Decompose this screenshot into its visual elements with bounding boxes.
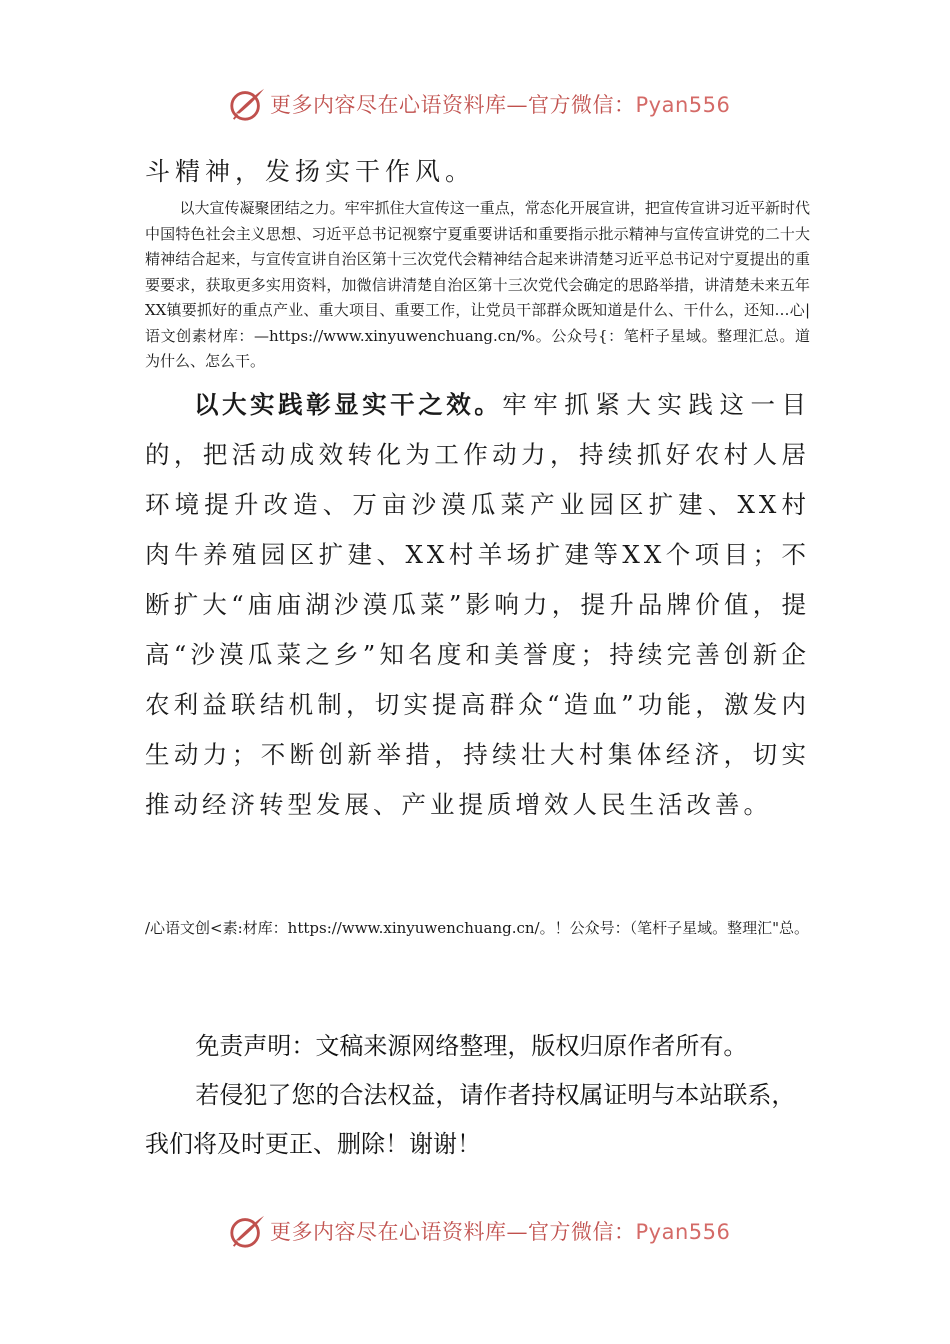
banner-official-label: 官方微信： <box>528 1220 636 1244</box>
banner-title: 更多内容尽在心语资料库 <box>270 93 507 117</box>
disclaimer-line-2: 若侵犯了您的合法权益，请作者持权属证明与本站联系，我们将及时更正、删除！谢谢！ <box>145 1081 796 1158</box>
header-banner <box>228 84 730 124</box>
quill-logo-icon <box>228 1212 266 1250</box>
big-paragraph <box>145 380 810 830</box>
banner-text <box>270 1216 730 1246</box>
footer-banner <box>228 1211 730 1251</box>
big-paragraph-body: 牢牢抓紧大实践这一目的，把活动成效转化为工作动力，持续抓好农村人居环境提升改造、万亩沙漠瓜菜产业园区扩建、XX村肉牛养殖园区扩建、XX村羊场扩建等XX个项目；不断扩大“庙庙湖沙漠瓜菜”影响力，提升品牌价值，提高“沙漠瓜菜之乡”知名度和美誉度；持续完善创新企农利益联结机制，切实提高群众“造血”功能，激发内生动力；不断创新举措，持续壮大村集体经济，切实推动经济转型发展、产业提质增效人民生活改善。 <box>145 390 811 819</box>
banner-separator: — <box>506 1220 528 1244</box>
banner-separator: — <box>506 93 528 117</box>
disclaimer-line-1: 免责声明：文稿来源网络整理，版权归原作者所有。 <box>195 1032 748 1060</box>
banner-wechat-id: Pyan556 <box>635 1220 731 1244</box>
disclaimer <box>145 1022 810 1169</box>
big-paragraph-lead: 以大实践彰显实干之效。 <box>194 390 503 419</box>
footer-note: /心语文创<素:材库：https://www.xinyuwenchuang.cn/。！公众号：（笔杆子星域。整理汇"总。 <box>145 919 810 937</box>
banner-text <box>270 89 730 119</box>
banner-title: 更多内容尽在心语资料库 <box>270 1220 507 1244</box>
small-paragraph: 以大宣传凝聚团结之力。牢牢抓住大宣传这一重点，常态化开展宣讲，把宣传宣讲习近平新时代中国特色社会主义思想、习近平总书记视察宁夏重要讲话和重要指示批示精神与宣传宣讲党的二十大精神结合起来，与宣传宣讲自治区第十三次党代会精神结合起来讲清楚习近平总书记对宁夏提出的重要要求，获取更多实用资料，加微信讲清楚自治区第十三次党代会确定的思路举措，讲清楚未来五年XX镇要抓好的重点产业、重大项目、重要工作，让党员干部群众既知道是什么、干什么，还知…心|语文创素材库：—https://www.xinyuwenchuang.cn/%。公众号{：笔杆子星域。整理汇总。道为什么、怎么干。 <box>145 199 810 370</box>
quill-logo-icon <box>228 85 266 123</box>
lead-line: 斗精神，发扬实干作风。 <box>145 157 476 186</box>
banner-wechat-id: Pyan556 <box>635 93 731 117</box>
banner-official-label: 官方微信： <box>528 93 636 117</box>
